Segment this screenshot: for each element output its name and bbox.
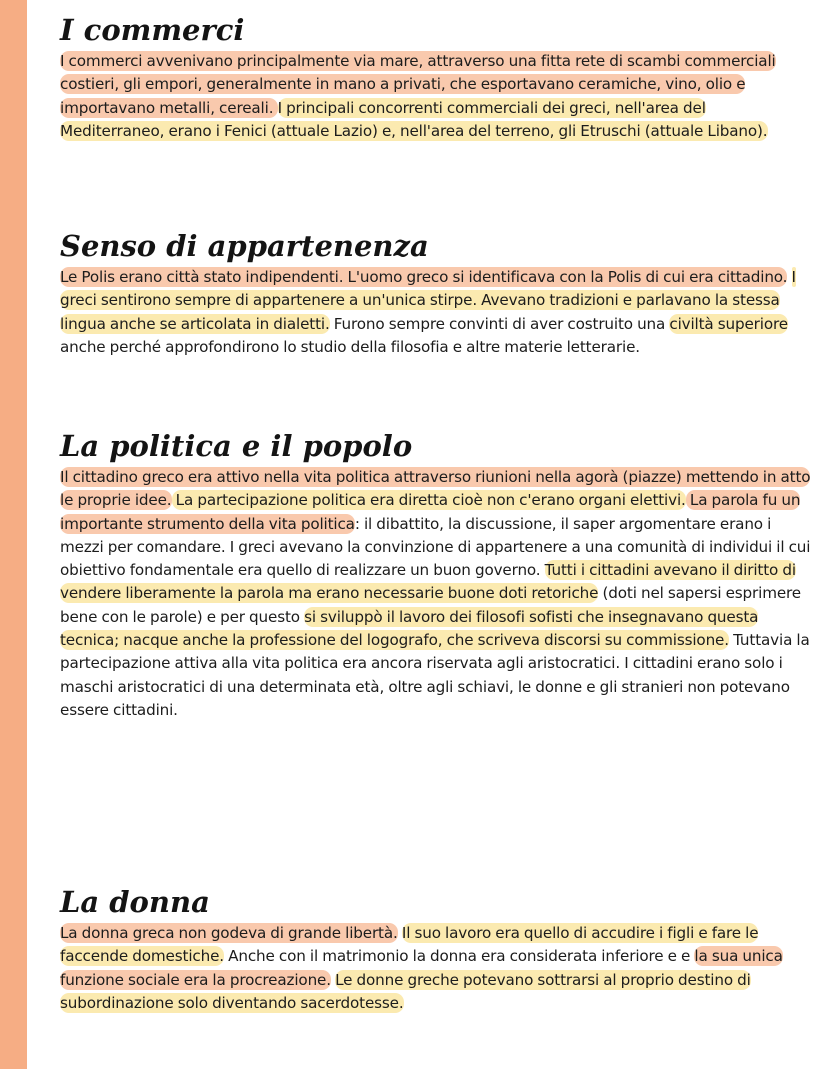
highlight-orange: La donna greca non godeva di grande libertà. — [60, 924, 398, 942]
section-senso-di-appartenenza — [60, 228, 812, 359]
section-body — [60, 50, 812, 143]
highlight-orange: la sua unica funzione sociale era la procreazione. — [60, 947, 783, 989]
highlight-orange: I commerci avvenivano principalmente via mare, attraverso una fitta rete di scambi commerciali costieri, gli empori, generalmente in mano a privati, che esportavano ceramiche, vino, olio e importavano metalli, cereali. — [60, 52, 776, 117]
highlight-yellow: Le donne greche potevano sottrarsi al proprio destino di subordinazione solo diventando sacerdotesse. — [60, 970, 751, 1012]
section-heading: La donna — [60, 885, 210, 919]
highlight-yellow: Il suo lavoro era quello di accudire i figli e fare le faccende domestiche. — [60, 924, 759, 966]
text-segment: (doti nel sapersi esprimere bene con le parole) e per questo — [60, 584, 801, 626]
highlight-orange: Le Polis erano città stato indipendenti. L'uomo greco si identificava con la Polis di cui era cittadino. — [60, 268, 788, 286]
section-body — [60, 466, 812, 722]
section-commerci — [60, 12, 812, 143]
highlight-orange: Il cittadino greco era attivo nella vita politica attraverso riunioni nella agorà (piazze) mettendo in atto le proprie idee. — [60, 468, 811, 510]
text-segment — [787, 267, 791, 287]
left-accent-stripe — [0, 0, 27, 1069]
highlight-orange: La parola fu un importante strumento della vita politica — [60, 491, 801, 533]
highlight-yellow: si sviluppò il lavoro dei filosofi sofisti che insegnavano questa tecnica; nacque anche la professione del logografo, che scriveva discorsi su commissione. — [60, 607, 759, 650]
section-heading: La politica e il popolo — [60, 429, 413, 463]
highlight-yellow: I principali concorrenti commerciali dei greci, nell'area del Mediterraneo, erano i Fenici (attuale Lazio) e, nell'area del terreno, gli Etruschi (attuale Libano). — [60, 98, 768, 140]
text-segment: Anche con il matrimonio la donna era considerata inferiore e e — [223, 947, 695, 966]
highlight-yellow: I greci sentirono sempre di appartenere a un'unica stirpe. Avevano tradizioni e parlavano la stessa lingua anche se articolata in dialetti. — [60, 268, 796, 333]
highlight-yellow: La partecipazione politica era diretta cioè non c'erano organi elettivi. — [171, 491, 686, 510]
text-segment: : il dibattito, la discussione, il saper argomentare erano i mezzi per comandare. I greci avevano la convinzione di appartenere a una comunità di individui il cui obiettivo fondamentale era quello di realizzare un buon governo. — [60, 514, 811, 580]
text-segment: Furono sempre convinti di aver costruito una — [329, 314, 670, 333]
text-segment: anche perché approfondirono lo studio della filosofia e altre materie letterarie. — [60, 337, 640, 356]
highlight-yellow: civiltà superiore — [669, 314, 788, 333]
section-heading: I commerci — [60, 13, 245, 47]
highlight-yellow: Tutti i cittadini avevano il diritto di vendere liberamente la parola ma erano necessarie buone doti retoriche — [60, 561, 796, 603]
section-body — [60, 922, 812, 1015]
section-heading: Senso di appartenenza — [60, 229, 429, 263]
text-segment: Tuttavia la partecipazione attiva alla vita politica era ancora riservata agli aristocratici. I cittadini erano solo i maschi aristocratici di una determinata età, oltre agli schiavi, le donne e gli stranieri non potevano essere cittadini. — [60, 631, 810, 719]
section-body — [60, 266, 812, 359]
section-la-donna — [60, 884, 812, 1015]
section-politica-e-popolo — [60, 428, 812, 722]
